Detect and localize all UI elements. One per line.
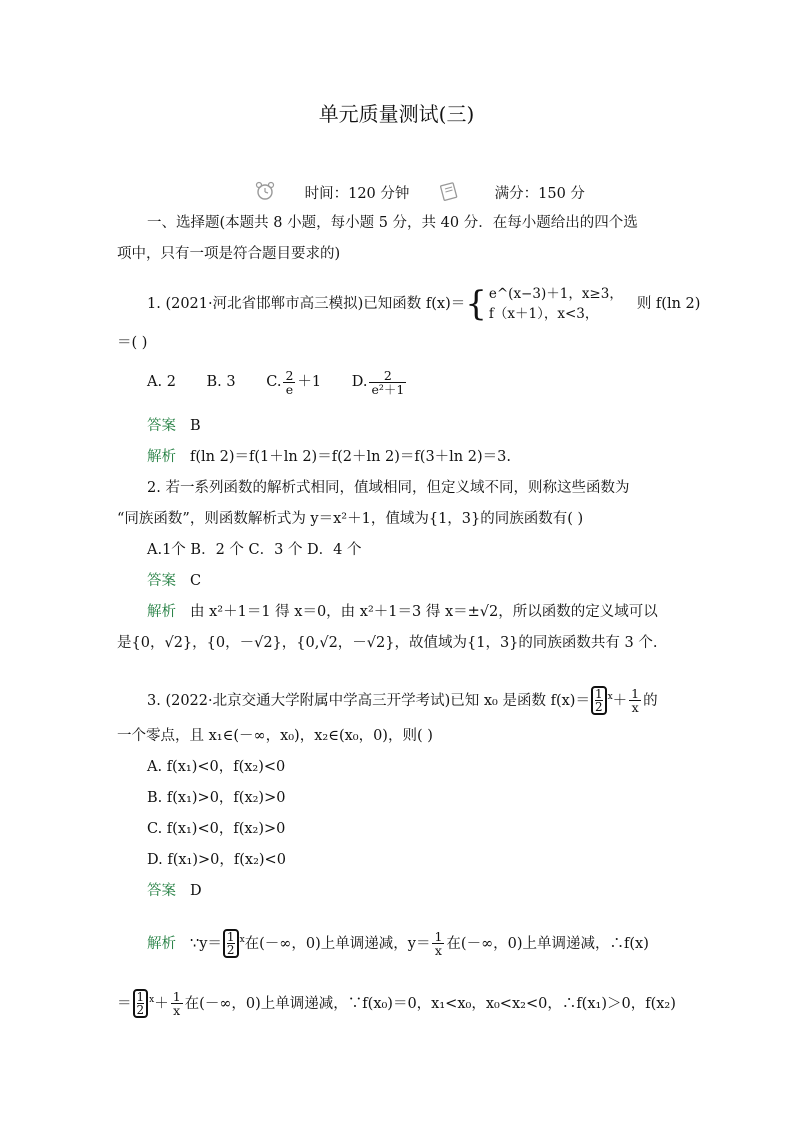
left-brace: { bbox=[465, 284, 487, 324]
section-heading-cont: 项中，只有一项是符合题目要求的) bbox=[117, 246, 341, 262]
question-3-prefix: 3. (2022·北京交通大学附属中学高三开学考试)已知 x₀ 是函数 f(x)＝ bbox=[147, 692, 590, 709]
analysis-text: 在(－∞，0)上单调递减，∵f(x₀)＝0，x₁<x₀，x₀<x₂<0，∴f(x₁)＞0，f(x₂) bbox=[184, 995, 676, 1012]
option-a: A. 2 bbox=[147, 374, 176, 390]
exponent: x bbox=[149, 995, 155, 1005]
plus-sign: ＋ bbox=[154, 995, 169, 1012]
question-2-cont: “同族函数”，则函数解析式为 y＝x²＋1，值域为{1，3}的同族函数有( ) bbox=[117, 511, 584, 527]
question-1 bbox=[147, 284, 700, 324]
analysis-text: ∵y＝ bbox=[190, 935, 222, 952]
analysis-label: 解析 bbox=[147, 449, 176, 465]
half-fraction bbox=[133, 989, 149, 1018]
fraction-numerator: 1 bbox=[594, 687, 603, 702]
option-c-fraction bbox=[283, 369, 295, 396]
answer-3 bbox=[147, 881, 202, 901]
exam-info bbox=[254, 180, 585, 208]
analysis-text: f(ln 2)＝f(1＋ln 2)＝f(2＋ln 2)＝f(3＋ln 2)＝3. bbox=[190, 449, 511, 465]
fraction-numerator: 2 bbox=[285, 367, 294, 383]
exponent: x bbox=[239, 935, 245, 945]
question-3-cont: 一个零点，且 x₁∈(－∞，x₀)，x₂∈(x₀，0)，则( ) bbox=[117, 728, 433, 744]
question-1-options bbox=[147, 364, 408, 400]
plus-sign: ＋ bbox=[612, 692, 628, 709]
inverse-fraction bbox=[629, 687, 641, 714]
page-title: 单元质量测试(三) bbox=[318, 102, 475, 126]
fraction-denominator: e²＋1 bbox=[371, 381, 405, 397]
case-2: f（x＋1），x<3， bbox=[488, 306, 599, 322]
fraction-denominator: x bbox=[173, 1003, 181, 1019]
question-1-suffix: 则 f(ln 2) bbox=[636, 296, 701, 312]
answer-label: 答案 bbox=[147, 418, 176, 434]
exponent: x bbox=[607, 692, 613, 702]
full-score: 满分：150 分 bbox=[494, 186, 585, 202]
time-limit: 时间：120 分钟 bbox=[304, 186, 410, 202]
alarm-clock-icon bbox=[254, 180, 276, 208]
analysis-2-cont: 是{0，√2}，{0，－√2}，{0,√2，－√2}，故值域为{1，3}的同族函数共有 3 个. bbox=[117, 635, 658, 651]
analysis-text: 由 x²＋1＝1 得 x＝0，由 x²＋1＝3 得 x＝±√2，所以函数的定义域可以 bbox=[190, 604, 658, 620]
answer-label: 答案 bbox=[147, 883, 176, 899]
analysis-3-cont bbox=[117, 982, 676, 1022]
half-fraction bbox=[591, 686, 607, 715]
fraction-numerator: 1 bbox=[631, 686, 640, 702]
answer-2 bbox=[147, 571, 201, 591]
question-2-options: A.1个 B．2 个 C．3 个 D．4 个 bbox=[147, 542, 362, 558]
fraction-numerator: 2 bbox=[369, 369, 406, 383]
analysis-3 bbox=[147, 922, 649, 962]
answer-value: D bbox=[190, 883, 202, 899]
analysis-text: 在(－∞，0)上单调递减，y＝ bbox=[244, 935, 431, 952]
fraction-denominator: e bbox=[285, 381, 294, 397]
option-c bbox=[266, 367, 322, 397]
option-b: B. f(x₁)>0，f(x₂)>0 bbox=[147, 790, 286, 806]
fraction-denominator: x bbox=[434, 943, 442, 959]
analysis-1 bbox=[147, 447, 511, 467]
inverse-fraction bbox=[171, 990, 183, 1017]
fraction-denominator: 2 bbox=[226, 943, 235, 958]
answer-value: B bbox=[190, 418, 201, 434]
question-3-suffix: 的 bbox=[643, 692, 658, 709]
fraction-denominator: x bbox=[631, 700, 639, 716]
question-1-prefix: 1. (2021·河北省邯郸市高三模拟)已知函数 f(x)＝ bbox=[147, 296, 466, 312]
fraction-numerator: 1 bbox=[172, 989, 181, 1005]
option-c: C. f(x₁)<0，f(x₂)>0 bbox=[147, 821, 286, 837]
half-fraction bbox=[223, 929, 239, 958]
answer-value: C bbox=[190, 573, 202, 589]
analysis-2 bbox=[147, 602, 658, 622]
option-d-label: D. bbox=[351, 374, 368, 390]
fraction-numerator: 1 bbox=[434, 929, 443, 945]
analysis-text: 在(－∞，0)上单调递减，∴f(x) bbox=[446, 935, 649, 952]
analysis-label: 解析 bbox=[147, 604, 176, 620]
analysis-text: ＝ bbox=[117, 995, 132, 1012]
option-c-label: C. bbox=[266, 374, 282, 390]
fraction-numerator: 1 bbox=[226, 930, 235, 945]
analysis-label: 解析 bbox=[147, 935, 176, 952]
answer-1 bbox=[147, 416, 201, 436]
option-c-tail: ＋1 bbox=[297, 374, 322, 390]
question-3 bbox=[147, 680, 658, 718]
fraction-denominator: 2 bbox=[594, 700, 603, 715]
option-a: A. f(x₁)<0，f(x₂)<0 bbox=[147, 759, 286, 775]
case-1: e^(x−3)＋1，x≥3， bbox=[488, 286, 623, 302]
question-2: 2. 若一系列函数的解析式相同，值域相同，但定义域不同，则称这些函数为 bbox=[147, 480, 630, 496]
question-1-blank: ＝( ) bbox=[117, 335, 148, 351]
answer-label: 答案 bbox=[147, 573, 176, 589]
inverse-fraction bbox=[432, 930, 444, 957]
option-d-fraction bbox=[369, 369, 406, 396]
piecewise-cases bbox=[489, 284, 623, 324]
fraction-numerator: 1 bbox=[136, 990, 145, 1005]
option-b: B. 3 bbox=[206, 374, 236, 390]
section-heading: 一、选择题(本题共 8 小题，每小题 5 分，共 40 分．在每小题给出的四个选 bbox=[147, 215, 638, 231]
fraction-denominator: 2 bbox=[136, 1003, 145, 1018]
option-d: D. f(x₁)>0，f(x₂)<0 bbox=[147, 852, 286, 868]
paper-note-icon bbox=[438, 180, 460, 208]
option-d bbox=[351, 367, 409, 397]
